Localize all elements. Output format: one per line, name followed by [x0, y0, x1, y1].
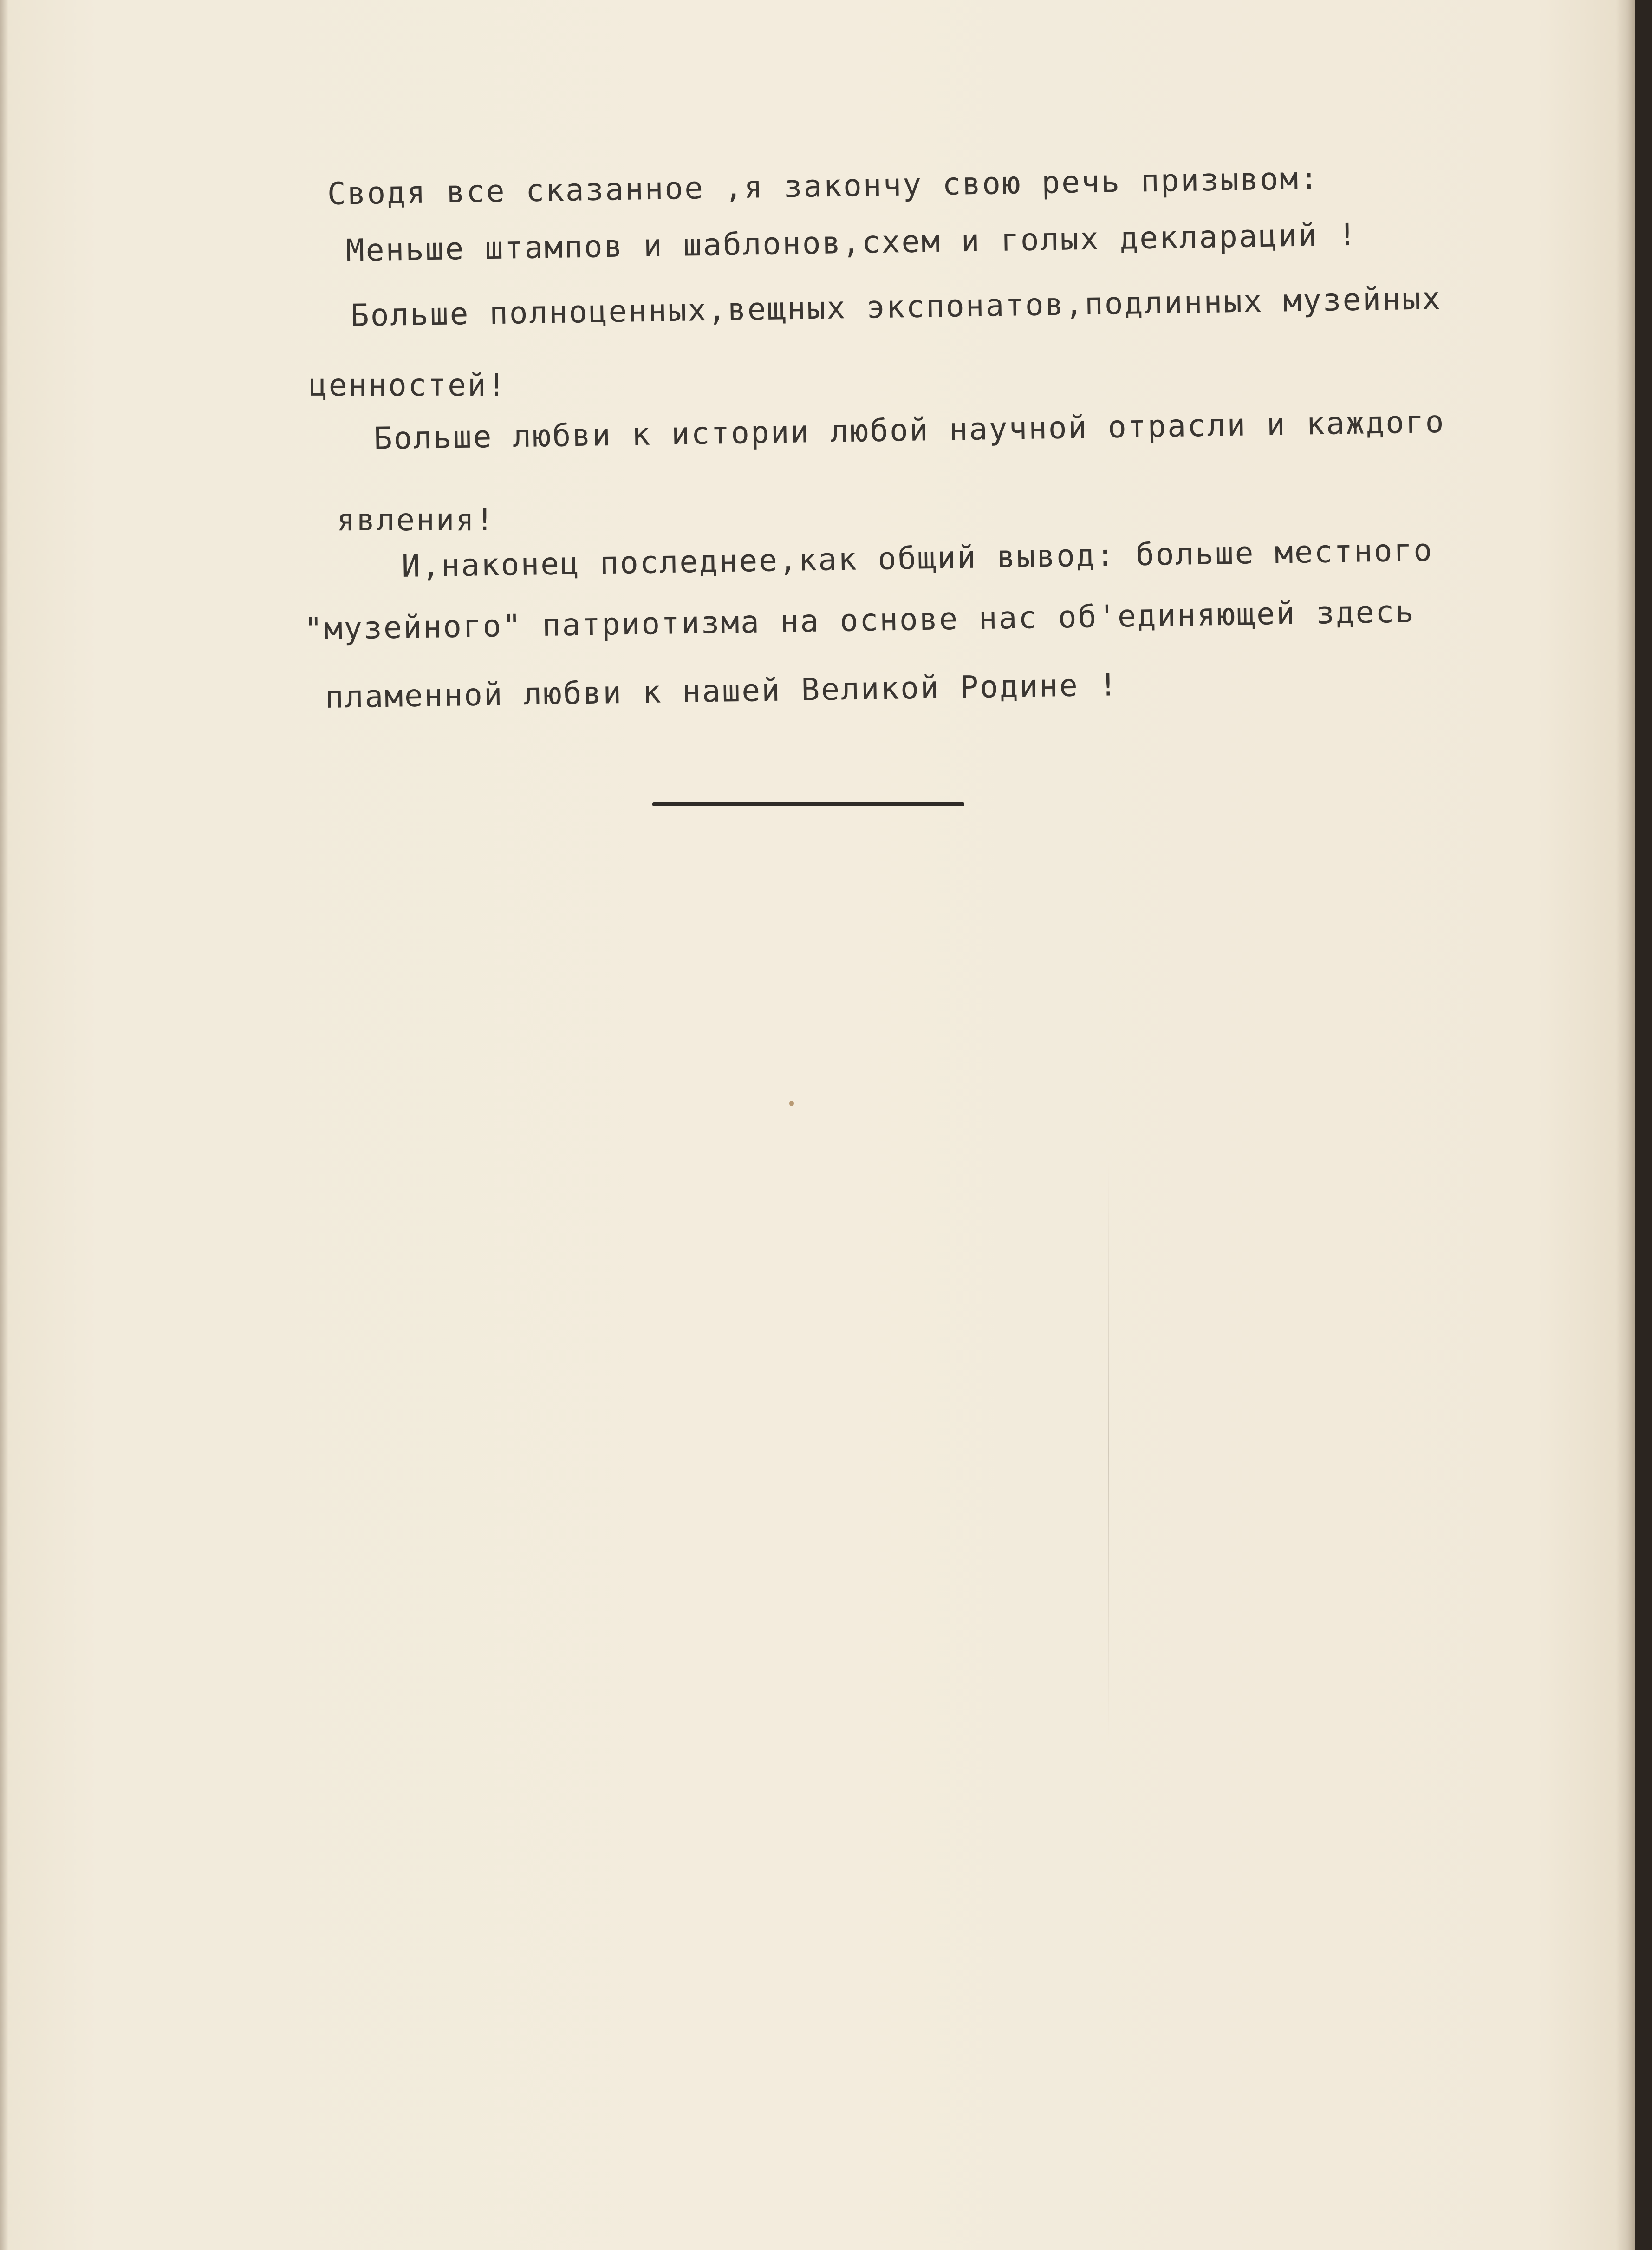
text-line: Больше полноценных,вещных экспонатов,подлинных музейных: [350, 280, 1442, 333]
text-line: Сводя все сказанное ,я закончу свою речь призывом:: [327, 160, 1320, 212]
text-line: И,наконец последнее,как общий вывод: больше местного: [401, 532, 1434, 584]
text-line: пламенной любви к нашей Великой Родине !: [325, 667, 1119, 715]
paper-speck: [789, 1101, 794, 1106]
text-line: Меньше штампов и шаблонов,схем и голых деклараций !: [345, 216, 1358, 268]
text-line: ценностей!: [309, 367, 507, 403]
paper-right-edge: [1616, 0, 1635, 2250]
text-line: явления!: [337, 502, 495, 538]
paper-left-edge: [0, 0, 8, 2250]
paper-crease: [1108, 1161, 1109, 1741]
text-line: "музейного" патриотизма на основе нас об'единяющей здесь: [304, 593, 1416, 647]
closing-divider-line: [652, 802, 964, 806]
text-line: Больше любви к истории любой научной отрасли и каждого: [373, 404, 1446, 457]
